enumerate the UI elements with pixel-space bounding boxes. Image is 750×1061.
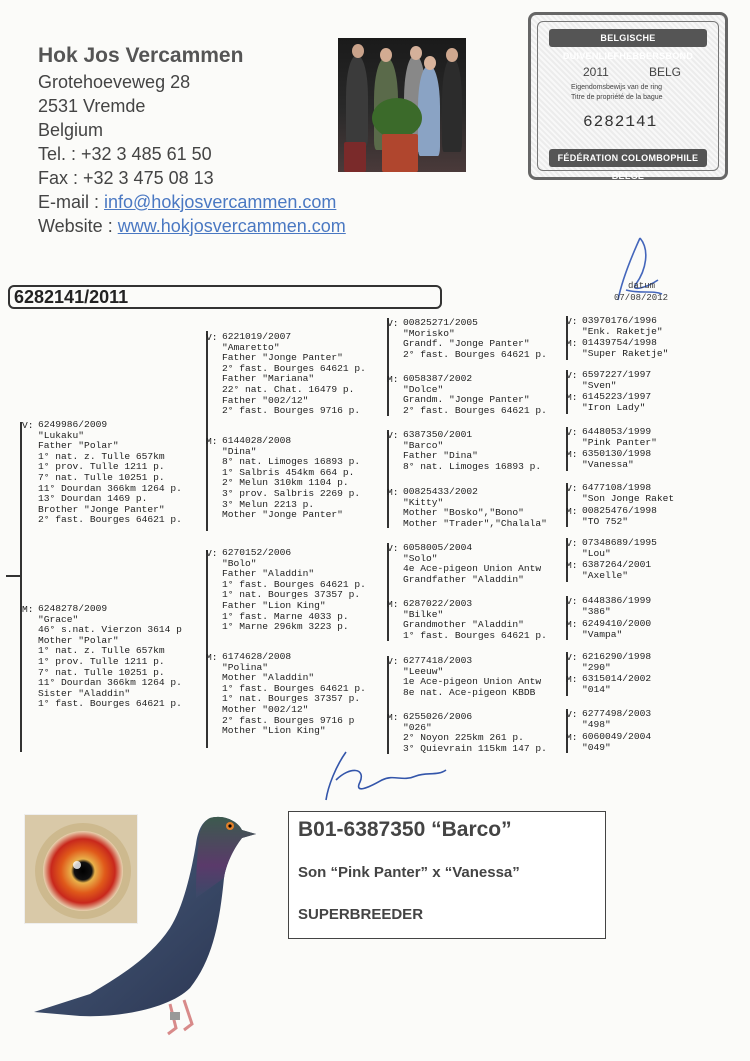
ring-number: 6174628/2008	[222, 651, 292, 662]
ring-number: 00825433/2002	[403, 486, 478, 497]
certificate-top-band: BELGISCHE DUIVENLIEFHEBBERSBOND	[549, 29, 707, 47]
ring-number: 6448053/1999	[582, 426, 652, 437]
pigeon-name: "Iron Lady"	[582, 401, 646, 413]
pigeon-detail: Mother "Trader","Chalala"	[403, 517, 547, 529]
gen4-ancestor-sex-mark: V:	[566, 316, 578, 327]
pigeon-name: "Vampa"	[582, 628, 623, 640]
dam-dam	[222, 652, 366, 737]
gen3-ancestor	[403, 318, 547, 360]
gen4-ancestor-sex-mark: V:	[566, 483, 578, 494]
pigeon-name: "Axelle"	[582, 569, 629, 581]
gen4-ancestor	[582, 506, 657, 527]
gen4-ancestor	[582, 709, 651, 730]
pigeon-detail: Sister "Aladdin"	[38, 687, 131, 699]
pigeon-name: "014"	[582, 683, 611, 695]
gen3-ancestor	[403, 487, 547, 529]
pigeon-name: "Amaretto"	[222, 341, 280, 353]
pigeon-detail: Grandf. "Jonge Panter"	[403, 338, 530, 350]
pigeon-detail: Mother "Bosko","Bono"	[403, 507, 524, 519]
ring-number: 6249410/2000	[582, 618, 652, 629]
pigeon-name: "Pink Panter"	[582, 436, 657, 448]
ring-number: 6144028/2008	[222, 435, 292, 446]
gen3-ancestor-sex-mark: M:	[387, 487, 399, 498]
pigeon-detail: 22° nat. Chat. 16479 p.	[222, 383, 355, 395]
pigeon-detail: Brother "Jonge Panter"	[38, 503, 165, 515]
gen4-ancestor-sex-mark: M:	[566, 506, 578, 517]
signature-bottom	[306, 746, 456, 810]
pigeon-detail: 1° Salbris 454km 664 p.	[222, 466, 355, 478]
email-link[interactable]: info@hokjosvercammen.com	[104, 192, 337, 212]
gen4-ancestor	[582, 652, 651, 673]
ring-number: 6255026/2006	[403, 711, 473, 722]
ring-number: 01439754/1998	[582, 337, 657, 348]
phone-number: Tel. : +32 3 485 61 50	[38, 144, 212, 164]
pigeon-name: "Lou"	[582, 547, 611, 559]
gen3-ancestor-sex-mark: V:	[387, 656, 399, 667]
gen4-ancestor-sex-mark: V:	[566, 709, 578, 720]
ring-number: 6058005/2004	[403, 542, 473, 553]
pigeon-name: "Son Jonge Raket	[582, 492, 675, 504]
sire-dam	[222, 436, 360, 521]
pigeon-detail: 1° fast. Bourges 64621 p.	[222, 578, 366, 590]
pigeon-detail: 13° Dourdan 1469 p.	[38, 493, 148, 505]
pigeon-name: "Leeuw"	[403, 665, 444, 677]
pigeon-detail: 2° fast. Bourges 64621 p.	[222, 362, 366, 374]
email-row	[38, 190, 336, 214]
pigeon-name: "049"	[582, 741, 611, 753]
website-label: Website :	[38, 216, 118, 236]
pigeon-detail: 11° Dourdan 366km 1264 p.	[38, 677, 182, 689]
gen4-ancestor	[582, 427, 657, 448]
ring-number: 00825271/2005	[403, 317, 478, 328]
pigeon-detail: 2° Melun 310km 1104 p.	[222, 477, 349, 489]
tree-connector	[387, 318, 389, 416]
email-label: E-mail :	[38, 192, 105, 212]
ring-number: 6387264/2001	[582, 559, 652, 570]
gen4-ancestor-sex-mark: M:	[566, 674, 578, 685]
gen4-ancestor	[582, 619, 651, 640]
pigeon-detail: 1° nat. z. Tulle 657km	[38, 450, 165, 462]
gen4-ancestor	[582, 392, 651, 413]
gen3-ancestor	[403, 599, 547, 641]
gen4-ancestor	[582, 538, 657, 559]
sire-sire-sex-mark: V:	[206, 332, 218, 343]
pigeon-detail: Grandfather "Aladdin"	[403, 573, 524, 585]
pigeon-photo	[20, 808, 290, 1048]
pigeon-detail: Mother "Polar"	[38, 634, 119, 646]
ring-number: 07348689/1995	[582, 537, 657, 548]
gen3-ancestor-sex-mark: M:	[387, 712, 399, 723]
fax-number: Fax : +32 3 475 08 13	[38, 168, 214, 188]
pigeon-name: "Lukaku"	[38, 429, 85, 441]
gen4-ancestor	[582, 370, 651, 391]
pigeon-detail: 1° nat. Bourges 37357 p.	[222, 693, 361, 705]
certificate-number: 6282141	[583, 113, 658, 131]
pigeon-detail: 2° fast. Bourges 64621 p.	[403, 404, 547, 416]
pigeon-detail: Father "002/12"	[222, 394, 309, 406]
gen4-ancestor-sex-mark: V:	[566, 538, 578, 549]
pigeon-detail: 2° fast. Bourges 64621 p.	[38, 514, 182, 526]
pigeon-detail: 1° Marne 296km 3223 p.	[222, 621, 349, 633]
ring-number: 6277418/2003	[403, 655, 473, 666]
pigeon-name: "290"	[582, 661, 611, 673]
gen4-ancestor	[582, 316, 663, 337]
pigeon-detail: 1e Ace-pigeon Union Antw	[403, 676, 542, 688]
address-country: Belgium	[38, 120, 104, 140]
gen4-ancestor-sex-mark: M:	[566, 392, 578, 403]
gen4-ancestor-sex-mark: V:	[566, 427, 578, 438]
pigeon-detail: 3° Quievrain 115km 147 p.	[403, 742, 547, 754]
address-street: Grotehoeveweg 28	[38, 72, 191, 92]
ring-number: 6350130/1998	[582, 448, 652, 459]
gen4-ancestor	[582, 560, 651, 581]
pigeon-name: "Bilke"	[403, 608, 444, 620]
pigeon-detail: 2° Noyon 225km 261 p.	[403, 732, 524, 744]
pigeon-detail: Grandmother "Aladdin"	[403, 619, 524, 631]
pigeon-detail: 46° s.nat. Vierzon 3614 p	[38, 624, 182, 636]
ring-number: 03970176/1996	[582, 315, 657, 326]
dam-sex-mark: M:	[22, 604, 34, 615]
pigeon-detail: 1° nat. z. Tulle 657km	[38, 645, 165, 657]
website-link[interactable]: www.hokjosvercammen.com	[117, 216, 346, 236]
ring-number: 6145223/1997	[582, 391, 652, 402]
gen3-ancestor-sex-mark: V:	[387, 430, 399, 441]
ring-number: 6287022/2003	[403, 598, 473, 609]
ring-number: 6315014/2002	[582, 673, 652, 684]
gen4-ancestor	[582, 483, 674, 504]
ring-number: 6277498/2003	[582, 708, 652, 719]
certificate-year: 2011	[583, 65, 609, 79]
pigeon-name: "Kitty"	[403, 496, 444, 508]
pigeon-detail: Mother "Jonge Panter"	[222, 509, 343, 521]
pigeon-detail: 2° fast. Bourges 9716 p.	[222, 405, 361, 417]
tree-connector	[387, 543, 389, 641]
pigeon-detail: Father "Dina"	[403, 450, 478, 462]
pigeon-detail: Mother "Aladdin"	[222, 672, 315, 684]
pigeon-detail: Father "Polar"	[38, 440, 119, 452]
gen4-ancestor-sex-mark: V:	[566, 652, 578, 663]
gen4-ancestor-sex-mark: V:	[566, 370, 578, 381]
ring-number: 6058387/2002	[403, 373, 473, 384]
ring-certificate	[528, 12, 728, 180]
ring-number: 6249986/2009	[38, 419, 108, 430]
pigeon-name: "TO 752"	[582, 515, 629, 527]
gen3-ancestor-sex-mark: V:	[387, 318, 399, 329]
gen3-ancestor-sex-mark: M:	[387, 599, 399, 610]
featured-pigeon-parents: Son “Pink Panter” x “Vanessa”	[298, 864, 520, 881]
pigeon-detail: 8e nat. Ace-pigeon KBDB	[403, 686, 536, 698]
dam-sire	[222, 548, 366, 633]
ring-number: 6270152/2006	[222, 547, 292, 558]
pigeon-name: "Dolce"	[403, 383, 444, 395]
pigeon-detail: 1° fast. Bourges 64621 p.	[222, 682, 366, 694]
pigeon-detail: Father "Jonge Panter"	[222, 352, 343, 364]
pigeon-detail: 2° fast. Bourges 9716 p	[222, 714, 355, 726]
pigeon-detail: Father "Lion King"	[222, 599, 326, 611]
dam	[38, 604, 182, 710]
pigeon-name: "Vanessa"	[582, 458, 634, 470]
pigeon-detail: Mother "Lion King"	[222, 725, 326, 737]
pigeon-detail: 2° fast. Bourges 64621 p.	[403, 348, 547, 360]
pigeon-name: "Grace"	[38, 613, 79, 625]
gen4-ancestor	[582, 732, 651, 753]
pigeon-name: "Solo"	[403, 552, 438, 564]
gen3-ancestor	[403, 374, 547, 416]
datum-value: 07/08/2012	[614, 293, 669, 303]
pigeon-detail: 1° fast. Bourges 64621 p.	[403, 629, 547, 641]
ring-number: 6060049/2004	[582, 731, 652, 742]
website-row	[38, 214, 346, 238]
sire-sex-mark: V:	[22, 420, 34, 431]
pigeon-detail: 11° Dourdan 366km 1264 p.	[38, 482, 182, 494]
pigeon-detail: 3° prov. Salbris 2269 p.	[222, 487, 361, 499]
gen4-ancestor	[582, 674, 651, 695]
gen4-ancestor-sex-mark: M:	[566, 560, 578, 571]
gen3-ancestor	[403, 543, 541, 585]
gen3-ancestor-sex-mark: M:	[387, 374, 399, 385]
pigeon-name: "Bolo"	[222, 557, 257, 569]
ring-number: 00825476/1998	[582, 505, 657, 516]
gen4-ancestor-sex-mark: M:	[566, 338, 578, 349]
pigeon-name: "Sven"	[582, 379, 617, 391]
sire-sire	[222, 332, 366, 417]
certificate-text-fr: Titre de propriété de la bague	[571, 94, 663, 101]
pigeon-detail: 3° Melun 2213 p.	[222, 498, 315, 510]
tree-connector	[6, 575, 20, 577]
ring-number: 6248278/2009	[38, 603, 108, 614]
tree-connector	[20, 422, 22, 752]
gen3-ancestor	[403, 656, 541, 698]
pigeon-detail: Father "Aladdin"	[222, 568, 315, 580]
pigeon-name: "386"	[582, 605, 611, 617]
gen4-ancestor	[582, 338, 668, 359]
pigeon-name: "026"	[403, 721, 432, 733]
featured-pigeon-title: B01-6387350 “Barco”	[298, 818, 512, 841]
sire-dam-sex-mark: M:	[206, 436, 218, 447]
pigeon-detail: 1° prov. Tulle 1211 p.	[38, 461, 165, 473]
pigeon-detail: 7° nat. Tulle 10251 p.	[38, 471, 165, 483]
pigeon-detail: Mother "002/12"	[222, 703, 309, 715]
pigeon-detail: 1° nat. Bourges 37357 p.	[222, 589, 361, 601]
dam-dam-sex-mark: M:	[206, 652, 218, 663]
pigeon-name: "Polina"	[222, 661, 269, 673]
pigeon-detail: 1° fast. Marne 4033 p.	[222, 610, 349, 622]
pigeon-detail: Father "Mariana"	[222, 373, 315, 385]
datum-label: datum	[628, 281, 656, 291]
pigeon-detail: 8° nat. Limoges 16893 p.	[403, 460, 542, 472]
gen4-ancestor	[582, 449, 651, 470]
ring-number: 6477108/1998	[582, 482, 652, 493]
ring-number: 6448386/1999	[582, 595, 652, 606]
certificate-text-nl: Eigendomsbewijs van de ring	[571, 84, 663, 91]
pigeon-detail: 1° fast. Bourges 64621 p.	[38, 698, 182, 710]
featured-pigeon-tag: SUPERBREEDER	[298, 906, 424, 923]
pigeon-detail: 1° prov. Tulle 1211 p.	[38, 655, 165, 667]
pigeon-detail: Grandm. "Jonge Panter"	[403, 394, 530, 406]
ring-number: 6597227/1997	[582, 369, 652, 380]
breeder-name: Hok Jos Vercammen	[38, 44, 244, 67]
tree-connector	[206, 331, 208, 531]
gen3-ancestor-sex-mark: V:	[387, 543, 399, 554]
tree-connector	[387, 430, 389, 528]
address-city: 2531 Vremde	[38, 96, 146, 116]
tree-connector	[387, 656, 389, 754]
gen4-ancestor-sex-mark: M:	[566, 619, 578, 630]
ring-number: 6216290/1998	[582, 651, 652, 662]
pigeon-detail: 7° nat. Tulle 10251 p.	[38, 666, 165, 678]
dam-sire-sex-mark: V:	[206, 548, 218, 559]
pedigree-title: 6282141/2011	[14, 287, 129, 307]
certificate-bottom-band: FÉDÉRATION COLOMBOPHILE BELGE	[549, 149, 707, 167]
pigeon-name: "Morisko"	[403, 327, 455, 339]
ring-number: 6221019/2007	[222, 331, 292, 342]
ring-number: 6387350/2001	[403, 429, 473, 440]
certificate-country: BELG	[649, 65, 682, 79]
pigeon-name: "Dina"	[222, 445, 257, 457]
gen4-ancestor-sex-mark: M:	[566, 449, 578, 460]
pigeon-name: "Super Raketje"	[582, 347, 669, 359]
pigeon-name: "Enk. Raketje"	[582, 325, 663, 337]
pigeon-name: "498"	[582, 718, 611, 730]
gen4-ancestor-sex-mark: M:	[566, 732, 578, 743]
gen4-ancestor	[582, 596, 651, 617]
pigeon-detail: 4e Ace-pigeon Union Antw	[403, 563, 542, 575]
pigeon-name: "Barco"	[403, 439, 444, 451]
sire	[38, 420, 182, 526]
pigeon-detail: 8° nat. Limoges 16893 p.	[222, 456, 361, 468]
team-photo	[338, 38, 466, 172]
tree-connector	[206, 550, 208, 748]
gen4-ancestor-sex-mark: V:	[566, 596, 578, 607]
gen3-ancestor	[403, 430, 541, 472]
